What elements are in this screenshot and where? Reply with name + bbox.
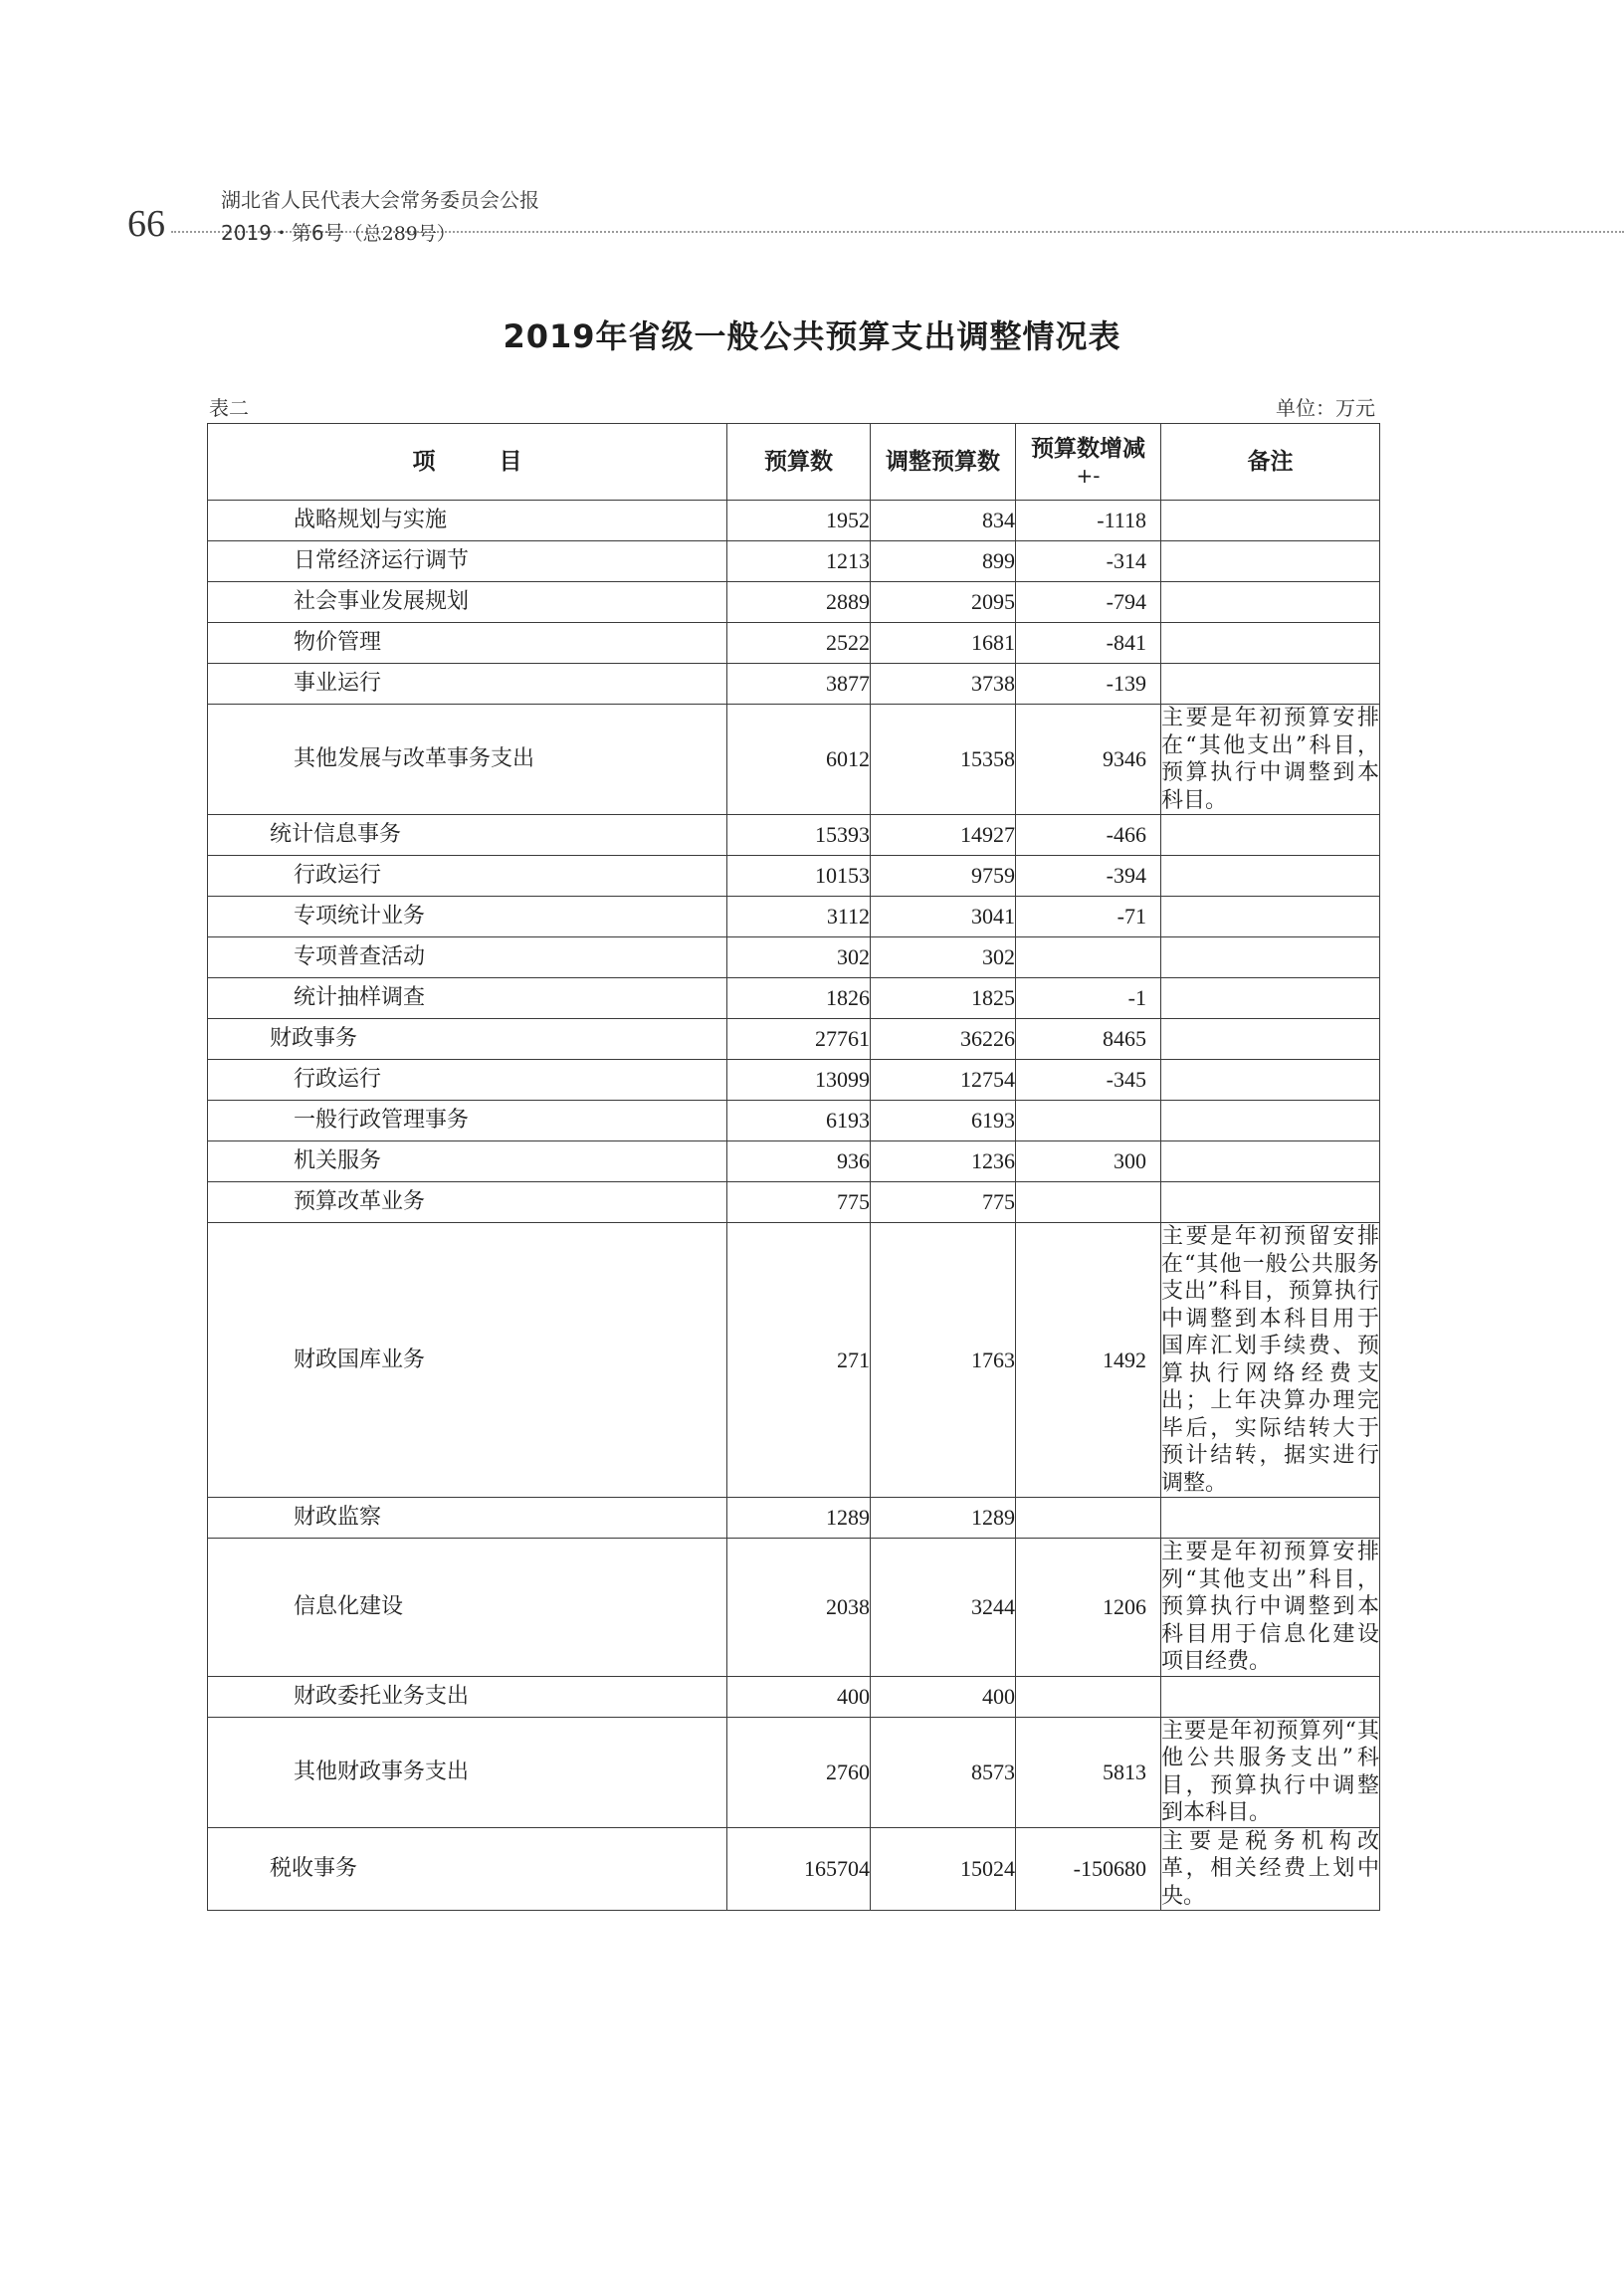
row-item-name: 社会事业发展规划: [208, 582, 727, 623]
row-item-name: 行政运行: [208, 1060, 727, 1101]
row-note: 主要是年初预算安排列“其他支出”科目，预算执行中调整到本科目用于信息化建设项目经费。: [1161, 1540, 1379, 1674]
row-note: [1161, 815, 1380, 856]
row-budget: 1952: [727, 501, 871, 541]
row-change: 1206: [1016, 1539, 1161, 1677]
table-label: 表二: [209, 396, 249, 420]
issue-line: [221, 223, 456, 244]
row-budget: 6193: [727, 1101, 871, 1141]
table-row: [208, 856, 1380, 897]
table-row: [208, 1141, 1380, 1182]
row-change: 5813: [1016, 1717, 1161, 1827]
row-budget: 1826: [727, 978, 871, 1019]
row-change: -345: [1016, 1060, 1161, 1101]
row-adjusted: 8573: [871, 1717, 1016, 1827]
row-item-name: 战略规划与实施: [208, 501, 727, 541]
row-budget: 15393: [727, 815, 871, 856]
column-header-item: [208, 424, 727, 501]
row-change: -794: [1016, 582, 1161, 623]
row-item-name: 行政运行: [208, 856, 727, 897]
row-adjusted: 1763: [871, 1223, 1016, 1498]
table-row: [208, 937, 1380, 978]
row-adjusted: 15358: [871, 705, 1016, 815]
row-note: 主要是税务机构改革，相关经费上划中央。: [1161, 1828, 1379, 1909]
row-note: [1161, 1101, 1380, 1141]
row-item-name: 财政监察: [208, 1498, 727, 1539]
row-adjusted: 12754: [871, 1060, 1016, 1101]
row-note: [1161, 1060, 1380, 1101]
table-row: [208, 978, 1380, 1019]
row-budget: 10153: [727, 856, 871, 897]
row-adjusted: 3244: [871, 1539, 1016, 1677]
row-change: -394: [1016, 856, 1161, 897]
row-budget: 1289: [727, 1498, 871, 1539]
row-note: 主要是年初预算安排在“其他支出”科目，预算执行中调整到本科目。: [1161, 706, 1379, 813]
row-change: [1016, 1101, 1161, 1141]
row-note: [1161, 978, 1380, 1019]
row-item-name: 事业运行: [208, 664, 727, 705]
row-item-name: 日常经济运行调节: [208, 541, 727, 582]
row-change: -841: [1016, 623, 1161, 664]
row-budget: 3112: [727, 897, 871, 937]
row-item-name: 物价管理: [208, 623, 727, 664]
budget-table: [207, 423, 1380, 1911]
row-budget: 2889: [727, 582, 871, 623]
row-note: [1161, 856, 1380, 897]
table-row: [208, 1827, 1380, 1911]
row-adjusted: 15024: [871, 1827, 1016, 1911]
row-change: 8465: [1016, 1019, 1161, 1060]
row-budget: 775: [727, 1182, 871, 1223]
row-change: [1016, 1676, 1161, 1717]
table-row: [208, 1223, 1380, 1498]
row-change: -1: [1016, 978, 1161, 1019]
row-adjusted: 36226: [871, 1019, 1016, 1060]
row-budget: 6012: [727, 705, 871, 815]
row-item-name: 财政事务: [208, 1019, 727, 1060]
table-row: [208, 623, 1380, 664]
row-change: -139: [1016, 664, 1161, 705]
table-row: [208, 705, 1380, 815]
table-row: [208, 541, 1380, 582]
table-row: [208, 897, 1380, 937]
table-row: [208, 1717, 1380, 1827]
table-row: [208, 1182, 1380, 1223]
row-note: 主要是年初预留安排在“其他一般公共服务支出”科目，预算执行中调整到本科目用于国库汇划手续费、预算执行网络经费支出；上年决算办理完毕后，实际结转大于预计结转，据实进行调整。: [1161, 1224, 1379, 1496]
row-item-name: 信息化建设: [208, 1539, 727, 1677]
row-adjusted: 1236: [871, 1141, 1016, 1182]
row-budget: 13099: [727, 1060, 871, 1101]
row-adjusted: 2095: [871, 582, 1016, 623]
row-note: [1161, 664, 1380, 705]
row-item-name: 统计信息事务: [208, 815, 727, 856]
row-budget: 2760: [727, 1717, 871, 1827]
row-adjusted: 775: [871, 1182, 1016, 1223]
table-row: [208, 1498, 1380, 1539]
row-item-name: 税收事务: [208, 1827, 727, 1911]
row-note: [1161, 1141, 1380, 1182]
row-item-name: 专项普查活动: [208, 937, 727, 978]
column-header-change-label: 预算数增减: [1031, 436, 1145, 463]
row-change: [1016, 1498, 1161, 1539]
row-budget: 165704: [727, 1827, 871, 1911]
row-note: [1161, 623, 1380, 664]
column-header-budget: 预算数: [727, 424, 871, 501]
row-adjusted: 3041: [871, 897, 1016, 937]
row-adjusted: 14927: [871, 815, 1016, 856]
row-change: 300: [1016, 1141, 1161, 1182]
row-budget: 2038: [727, 1539, 871, 1677]
row-note: [1161, 541, 1380, 582]
table-row: [208, 582, 1380, 623]
row-item-name: 财政委托业务支出: [208, 1676, 727, 1717]
row-note: [1161, 937, 1380, 978]
row-change: [1016, 937, 1161, 978]
row-adjusted: 9759: [871, 856, 1016, 897]
table-row: [208, 1019, 1380, 1060]
row-budget: 936: [727, 1141, 871, 1182]
column-header-change-sign: +-: [1076, 463, 1101, 488]
table-row: [208, 1060, 1380, 1101]
column-header-item-part1: 项: [412, 448, 436, 475]
row-budget: 1213: [727, 541, 871, 582]
row-budget: 27761: [727, 1019, 871, 1060]
row-adjusted: 1825: [871, 978, 1016, 1019]
row-change: -314: [1016, 541, 1161, 582]
row-item-name: 其他财政事务支出: [208, 1717, 727, 1827]
row-adjusted: 1289: [871, 1498, 1016, 1539]
row-note: [1161, 1498, 1380, 1539]
unit-label: 单位：万元: [1276, 396, 1375, 420]
row-item-name: 其他发展与改革事务支出: [208, 705, 727, 815]
issue-total: （总289号）: [343, 223, 456, 245]
table-row: [208, 1101, 1380, 1141]
row-change: 1492: [1016, 1223, 1161, 1498]
row-adjusted: 6193: [871, 1101, 1016, 1141]
row-note: [1161, 501, 1380, 541]
row-budget: 302: [727, 937, 871, 978]
table-title: 2019年省级一般公共预算支出调整情况表: [503, 317, 1121, 355]
table-header-row: [208, 424, 1380, 501]
table-row: [208, 815, 1380, 856]
table-row: [208, 501, 1380, 541]
row-item-name: 预算改革业务: [208, 1182, 727, 1223]
row-change: -466: [1016, 815, 1161, 856]
table-row: [208, 1539, 1380, 1677]
row-adjusted: 1681: [871, 623, 1016, 664]
row-adjusted: 834: [871, 501, 1016, 541]
row-note: [1161, 897, 1380, 937]
row-note: [1161, 1676, 1380, 1717]
column-header-change: [1016, 424, 1161, 501]
column-header-adjusted: 调整预算数: [871, 424, 1016, 501]
page-number: 66: [127, 203, 165, 245]
row-change: -150680: [1016, 1827, 1161, 1911]
issue-number: 2019・第6号: [221, 221, 344, 245]
row-change: 9346: [1016, 705, 1161, 815]
row-item-name: 专项统计业务: [208, 897, 727, 937]
row-adjusted: 899: [871, 541, 1016, 582]
row-adjusted: 400: [871, 1676, 1016, 1717]
row-item-name: 一般行政管理事务: [208, 1101, 727, 1141]
row-budget: 271: [727, 1223, 871, 1498]
row-budget: 2522: [727, 623, 871, 664]
row-note: [1161, 582, 1380, 623]
row-note: [1161, 1182, 1380, 1223]
row-budget: 400: [727, 1676, 871, 1717]
row-change: [1016, 1182, 1161, 1223]
row-adjusted: 302: [871, 937, 1016, 978]
table-row: [208, 1676, 1380, 1717]
column-header-note: 备注: [1161, 424, 1380, 501]
column-header-item-part2: 目: [499, 448, 522, 475]
table-row: [208, 664, 1380, 705]
row-adjusted: 3738: [871, 664, 1016, 705]
row-note: [1161, 1019, 1380, 1060]
row-item-name: 机关服务: [208, 1141, 727, 1182]
row-change: -1118: [1016, 501, 1161, 541]
row-item-name: 统计抽样调查: [208, 978, 727, 1019]
row-item-name: 财政国库业务: [208, 1223, 727, 1498]
row-change: -71: [1016, 897, 1161, 937]
row-note: 主要是年初预算列“其他公共服务支出”科目，预算执行中调整到本科目。: [1161, 1718, 1379, 1825]
journal-name: 湖北省人民代表大会常务委员会公报: [221, 188, 539, 212]
row-budget: 3877: [727, 664, 871, 705]
